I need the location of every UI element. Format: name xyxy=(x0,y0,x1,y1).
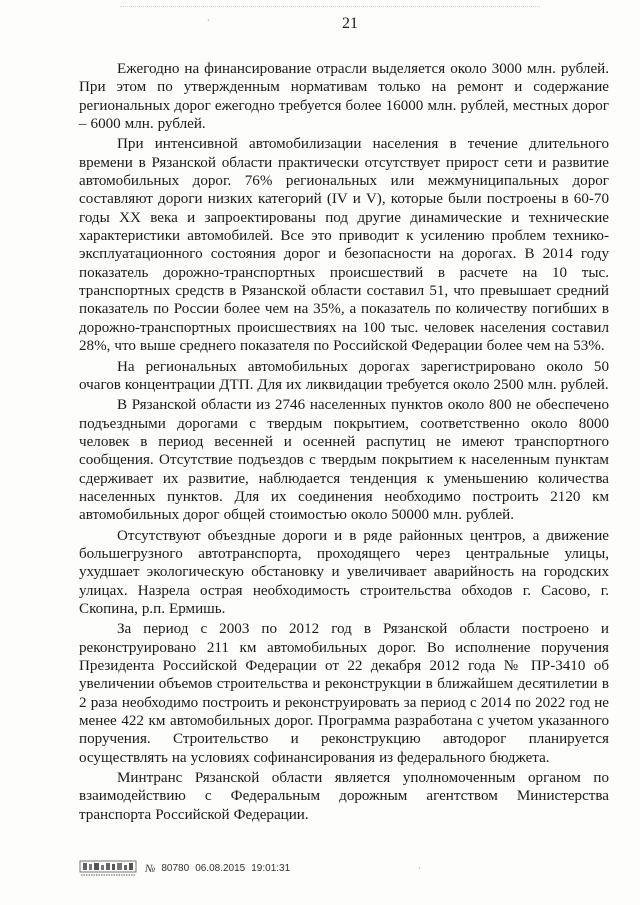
paragraph-bypass-roads: Отсутствуют объездные дороги и в ряде районных центров, а движение большегрузного автотранспорта, проходящего через центральные улицы, ухудшает экологическую обстановку и увеличивает аварийность на городских улицах. Назрела острая необходимость строительства обходов г. Сасово, г. Скопина, р.п. Ермишь. xyxy=(79,527,609,617)
document-date: 06.08.2015 xyxy=(195,863,246,874)
registry-stamp-icon xyxy=(79,860,137,878)
scan-artifact-line xyxy=(120,6,540,11)
document-registration-stamp xyxy=(145,863,290,875)
scan-artifact-tick: ` xyxy=(418,866,421,876)
document-time: 19:01:31 xyxy=(251,863,291,874)
paragraph-settlements: В Рязанской области из 2746 населенных пунктов около 800 не обеспечено подъездными дорогами с твердым покрытием, соответственно около 8000 человек в период весенней и осенней распутиц не имеют транспортного сообщения. Отсутствие подъездов с твердым покрытием к населенным пунктам сдерживает их развитие, наблюдается тенденция к уменьшению количества населенных пунктов. Для их соединения необходимо построить 2120 км автомобильных дорог общей стоимостью около 50000 млн. рублей. xyxy=(79,397,609,524)
paragraph-accident-clusters: На региональных автомобильных дорогах зарегистрировано около 50 очагов концентрации ДТП. Для их ликвидации требуется около 2500 млн. рублей. xyxy=(79,358,609,393)
scan-artifact-tick: ` xyxy=(207,18,210,28)
document-number: 80780 xyxy=(161,863,190,874)
paragraph-construction-program: За период с 2003 по 2012 год в Рязанской области построено и реконструировано 211 км автомобильных дорог. Во исполнение поручения Президента Российской Федерации от 22 декабря 2012 года № ПР-3410 об увеличении объемов строительства и реконструкции в ближайшем десятилетии в 2 раза необходимо построить и реконструировать за период с 2014 по 2022 год не менее 422 км автомобильных дорог. Программа разработана с учетом указанного поручения. Строительство и реконструкцию автодорог планируется осуществлять на условиях софинансирования из федерального бюджета. xyxy=(79,621,609,766)
paragraph-motorization: При интенсивной автомобилизации населения в течение длительного времени в Рязанской области практически отсутствует прирост сети и развитие автомобильных дорог. 76% региональных или межмуниципальных дорог составляют дороги низких категорий (IV и V), которые были построены в 60-70 годы XX века и запроектированы под другие динамические и технические характеристики автомобилей. Все это приводит к усилению проблем технико-эксплуатационного состояния дорог и безопасности на дорогах. В 2014 году показатель дорожно-транспортных происшествий в расчете на 10 тыс. транспортных средств в Рязанской области составил 51, что превышает средний показатель по России более чем на 35%, а показатель по количеству погибших в дорожно-транспортных происшествиях на 100 тыс. человек населения составил 28%, что выше среднего показателя по Российской Федерации более чем на 53%. xyxy=(79,136,609,355)
paragraph-ministry: Минтранс Рязанской области является уполномоченным органом по взаимодействию с Федеральным дорожным агентством Министерства транспорта Российской Федерации. xyxy=(79,770,609,823)
number-sign: № xyxy=(145,863,156,875)
document-footer xyxy=(79,859,290,879)
paragraph-financing: Ежегодно на финансирование отрасли выделяется около 3000 млн. рублей. При этом по утвержденным нормативам только на ремонт и содержание региональных дорог ежегодно требуется более 16000 млн. рублей, местных дорог – 6000 млн. рублей. xyxy=(79,61,609,133)
page-number: 21 xyxy=(342,15,358,32)
document-body xyxy=(79,60,609,826)
